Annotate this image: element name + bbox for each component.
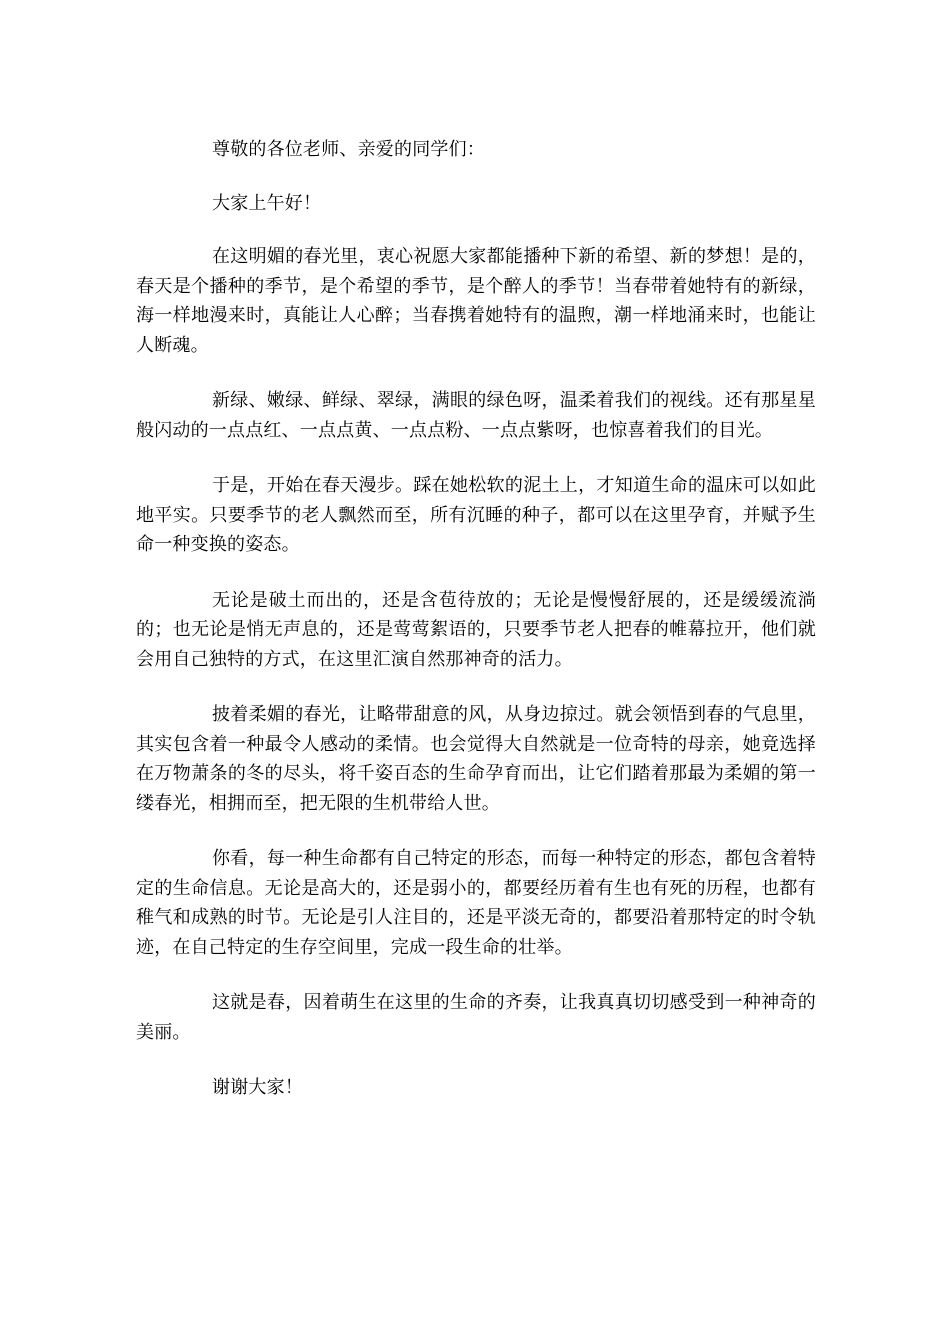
closing-line: 谢谢大家！: [212, 1077, 303, 1098]
greeting-line: 尊敬的各位老师、亲爱的同学们：: [212, 139, 485, 160]
paragraph-2: 新绿、嫩绿、鲜绿、翠绿，满眼的绿色呀，温柔着我们的视线。还有那星星般闪动的一点点红、一点点黄、一点点粉、一点点紫呀，也惊喜着我们的目光。: [136, 390, 816, 441]
paragraph-1: 在这明媚的春光里，衷心祝愿大家都能播种下新的希望、新的梦想！是的，春天是个播种的季节，是个希望的季节，是个醉人的季节！当春带着她特有的新绿，海一样地漫来时，真能让人心醉；当春携着她特有的温煦，潮一样地涌来时，也能让人断魂。: [136, 246, 816, 356]
paragraph-6: 你看，每一种生命都有自己特定的形态，而每一种特定的形态，都包含着特定的生命信息。无论是高大的，还是弱小的，都要经历着有生也有死的历程，也都有稚气和成熟的时节。无论是引人注目的，还是平淡无奇的，都要沿着那特定的时令轨迹，在自己特定的生存空间里，完成一段生命的壮举。: [136, 848, 816, 958]
paragraph-5: 披着柔媚的春光，让略带甜意的风，从身边掠过。就会领悟到春的气息里，其实包含着一种最令人感动的柔情。也会觉得大自然就是一位奇特的母亲，她竟选择在万物萧条的冬的尽头，将千姿百态的生命孕育而出，让它们踏着那最为柔媚的第一缕春光，相拥而至，把无限的生机带给人世。: [136, 704, 816, 814]
salutation-line: 大家上午好！: [212, 192, 322, 214]
paragraph-7: 这就是春，因着萌生在这里的生命的齐奏，让我真真切切感受到一种神奇的美丽。: [136, 992, 816, 1043]
paragraph-3: 于是，开始在春天漫步。踩在她松软的泥土上，才知道生命的温床可以如此地平实。只要季节的老人飘然而至，所有沉睡的种子，都可以在这里孕育，并赋予生命一种变换的姿态。: [136, 475, 816, 555]
paragraph-4: 无论是破土而出的，还是含苞待放的；无论是慢慢舒展的，还是缓缓流淌的；也无论是悄无声息的，还是莺莺絮语的，只要季节老人把春的帷幕拉开，他们就会用自己独特的方式，在这里汇演自然那神奇的活力。: [136, 589, 816, 670]
speech-body: [136, 135, 816, 1127]
